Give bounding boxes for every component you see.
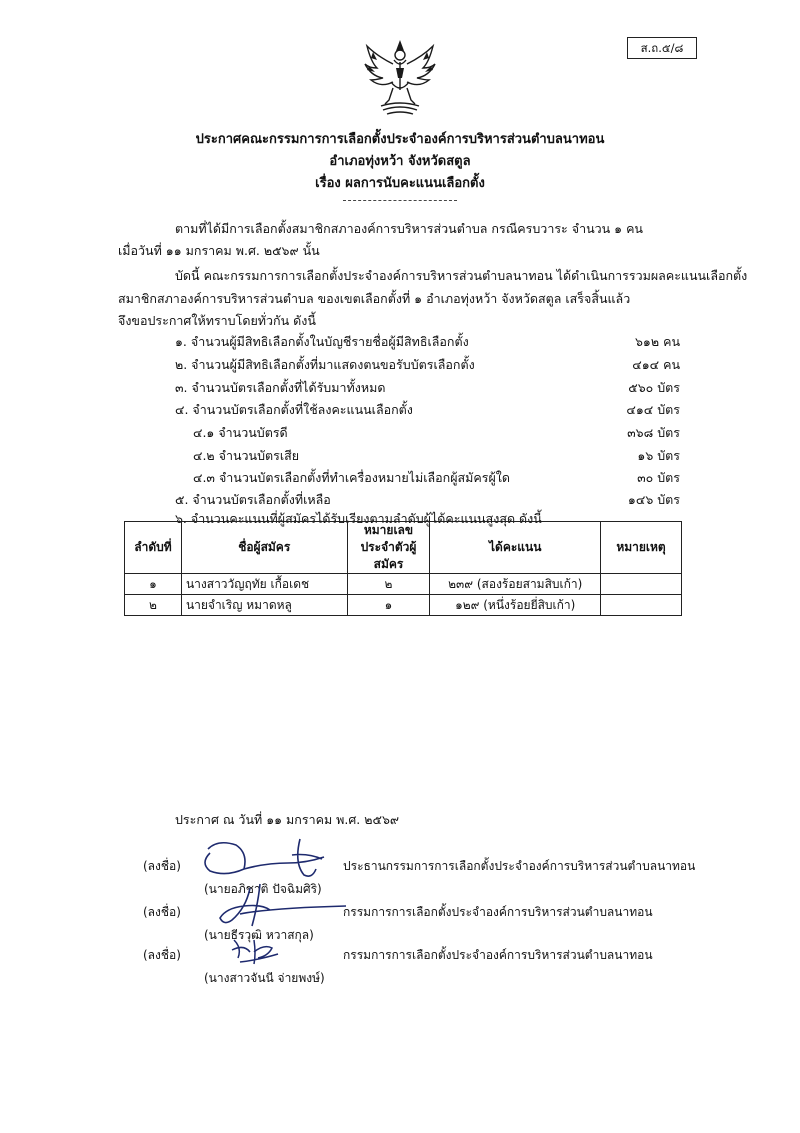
intro-paragraph-line: จึงขอประกาศให้ทราบโดยทั่วกัน ดังนี้ (118, 313, 316, 328)
signature-position: ประธานกรรมการการเลือกตั้งประจำองค์การบริหารส่วนตำบลนาทอน (343, 859, 696, 873)
result-subitem-label: ๔.๓ จำนวนบัตรเลือกตั้งที่ทำเครื่องหมายไม่เลือกผู้สมัครผู้ใด (193, 470, 511, 485)
signature-position: กรรมการการเลือกตั้งประจำองค์การบริหารส่วนตำบลนาทอน (343, 948, 653, 962)
subject-line: เรื่อง ผลการนับคะแนนเลือกตั้ง (315, 176, 485, 191)
table-header-row (125, 522, 682, 574)
signatory-name: (นางสาวจันนี จ่ายพงษ์) (204, 971, 325, 985)
header-separator (343, 200, 457, 201)
intro-paragraph-line: บัดนี้ คณะกรรมการการเลือกตั้งประจำองค์การบริหารส่วนตำบลนาทอน ได้ดำเนินการรวมผลคะแนนเลือกตั้ง (175, 268, 748, 283)
garuda-emblem-icon (363, 38, 437, 116)
header-note: หมายเหตุ (601, 522, 682, 574)
result-item-value: ๕๖๐ บัตร (628, 380, 680, 395)
result-item-value: ๓๖๘ บัตร (627, 425, 680, 440)
result-item-value: ๑๖ บัตร (637, 448, 680, 463)
cell-rank: ๒ (125, 595, 182, 616)
signature-handwritten-icon (210, 880, 350, 932)
result-item-value: ๓๐ บัตร (637, 470, 680, 485)
candidate-results-table (124, 521, 682, 616)
result-item-label: ๒. จำนวนผู้มีสิทธิเลือกตั้งที่มาแสดงตนขอรับบัตรเลือกตั้ง (175, 357, 475, 372)
cell-candidate-name: นายจำเริญ หมาดหลู (181, 595, 347, 616)
header-votes: ได้คะแนน (430, 522, 601, 574)
signature-handwritten-icon (196, 833, 346, 883)
cell-candidate-name: นางสาววัญฤทัย เกื้อเดช (181, 574, 347, 595)
result-subitem-label: ๔.๒ จำนวนบัตรเสีย (193, 448, 300, 463)
cell-note (601, 595, 682, 616)
header-number-line: ประจำตัวผู้สมัคร (360, 540, 417, 571)
cell-candidate-number: ๑ (347, 595, 430, 616)
header-candidate-name: ชื่อผู้สมัคร (181, 522, 347, 574)
header-candidate-number (347, 522, 430, 574)
table-row (125, 574, 682, 595)
signature-prefix: (ลงชื่อ) (143, 859, 181, 873)
announcement-date: ประกาศ ณ วันที่ ๑๑ มกราคม พ.ศ. ๒๕๖๙ (175, 812, 400, 827)
result-item-value: ๔๑๔ คน (632, 357, 680, 372)
result-item-value: ๖๑๒ คน (635, 334, 680, 349)
intro-paragraph-line: เมื่อวันที่ ๑๑ มกราคม พ.ศ. ๒๕๖๙ นั้น (118, 243, 320, 258)
intro-paragraph-line: สมาชิกสภาองค์การบริหารส่วนตำบล ของเขตเลือกตั้งที่ ๑ อำเภอทุ่งหว้า จังหวัดสตูล เสร็จสิ้นแล้ว (118, 291, 631, 306)
result-item-label: ๖. จำนวนคะแนนที่ผู้สมัครได้รับเรียงตามลำดับผู้ได้คะแนนสูงสุด ดังนี้ (175, 511, 542, 526)
signature-position: กรรมการการเลือกตั้งประจำองค์การบริหารส่วนตำบลนาทอน (343, 905, 653, 919)
signature-prefix: (ลงชื่อ) (143, 905, 181, 919)
district-province: อำเภอทุ่งหว้า จังหวัดสตูล (329, 154, 471, 169)
result-item-label: ๕. จำนวนบัตรเลือกตั้งที่เหลือ (175, 492, 331, 507)
cell-votes: ๒๓๙ (สองร้อยสามสิบเก้า) (430, 574, 601, 595)
signatory-name: (นายธีรวุฒิ หวาสกุล) (204, 928, 314, 942)
announcement-title: ประกาศคณะกรรมการการเลือกตั้งประจำองค์การบริหารส่วนตำบลนาทอน (195, 132, 605, 147)
table-row (125, 595, 682, 616)
header-rank: ลำดับที่ (125, 522, 182, 574)
result-subitem-label: ๔.๑ จำนวนบัตรดี (193, 425, 288, 440)
header-number-line: หมายเลข (363, 523, 414, 537)
cell-note (601, 574, 682, 595)
cell-candidate-number: ๒ (347, 574, 430, 595)
result-item-label: ๔. จำนวนบัตรเลือกตั้งที่ใช้ลงคะแนนเลือกตั้ง (175, 402, 413, 417)
intro-paragraph-line: ตามที่ได้มีการเลือกตั้งสมาชิกสภาองค์การบริหารส่วนตำบล กรณีครบวาระ จำนวน ๑ คน (175, 221, 643, 236)
signature-prefix: (ลงชื่อ) (143, 948, 181, 962)
result-item-value: ๔๑๔ บัตร (626, 402, 680, 417)
signatory-name: (นายอภิชาติ ปัจฉิมศิริ) (204, 882, 322, 896)
cell-rank: ๑ (125, 574, 182, 595)
result-item-value: ๑๔๖ บัตร (627, 492, 680, 507)
result-item-label: ๓. จำนวนบัตรเลือกตั้งที่ได้รับมาทั้งหมด (175, 380, 386, 395)
result-item-label: ๑. จำนวนผู้มีสิทธิเลือกตั้งในบัญชีรายชื่อผู้มีสิทธิเลือกตั้ง (175, 334, 469, 349)
form-code-badge: ส.ถ.๕/๘ (627, 37, 697, 59)
signature-handwritten-icon (228, 934, 288, 970)
cell-votes: ๑๒๙ (หนึ่งร้อยยี่สิบเก้า) (430, 595, 601, 616)
